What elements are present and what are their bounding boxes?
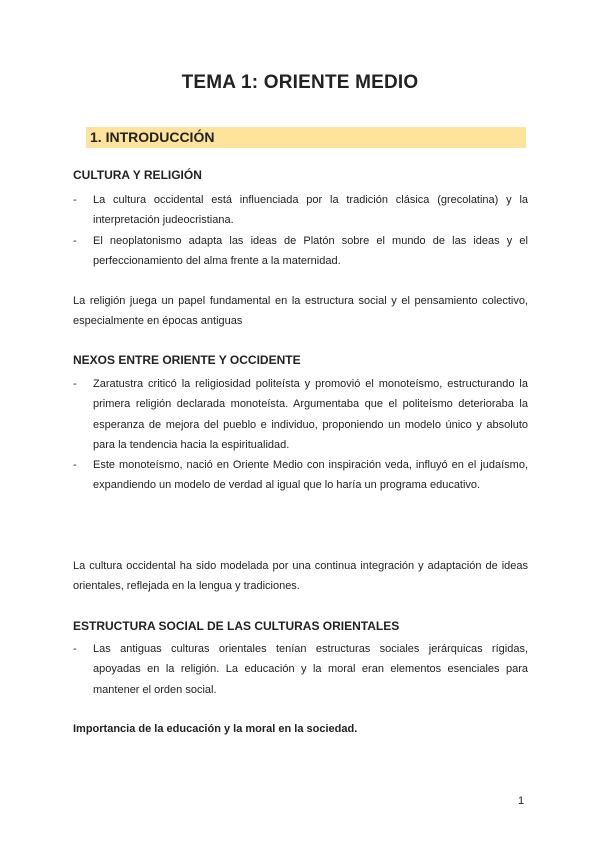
list-cultura-religion bbox=[73, 190, 528, 271]
list-item bbox=[73, 639, 528, 700]
list-item-text: Este monoteísmo, nació en Oriente Medio con inspiración veda, influyó en el judaísmo, expandiendo un modelo de verdad al igual que lo haría un programa educativo. bbox=[93, 459, 528, 492]
heading-nexos: NEXOS ENTRE ORIENTE Y OCCIDENTE bbox=[73, 353, 301, 367]
list-item bbox=[73, 455, 528, 496]
heading-estructura-social: ESTRUCTURA SOCIAL DE LAS CULTURAS ORIENTALES bbox=[73, 619, 400, 633]
list-item bbox=[73, 231, 528, 272]
list-item bbox=[73, 374, 528, 455]
bullet-dash: - bbox=[73, 643, 77, 655]
paragraph-cultura-occidental: La cultura occidental ha sido modelada por una continua integración y adaptación de ideas orientales, reflejada en la lengua y tradiciones. bbox=[73, 560, 528, 593]
section-heading-introduccion: 1. INTRODUCCIÓN bbox=[86, 127, 526, 148]
page-number: 1 bbox=[518, 795, 525, 807]
list-item-text: El neoplatonismo adapta las ideas de Platón sobre el mundo de las ideas y el perfeccionamiento del alma frente a la maternidad. bbox=[93, 234, 528, 267]
bullet-dash: - bbox=[73, 378, 77, 390]
bullet-dash: - bbox=[73, 459, 77, 472]
list-item-text: Las antiguas culturas orientales tenían estructuras sociales jerárquicas rígidas, apoyadas en la religión. La educación y la moral eran elementos esenciales para mantener el orden social. bbox=[93, 643, 528, 696]
bullet-dash: - bbox=[73, 234, 77, 247]
bullet-dash: - bbox=[73, 194, 77, 206]
list-estructura-social bbox=[73, 639, 528, 700]
document-title: TEMA 1: ORIENTE MEDIO bbox=[181, 72, 419, 93]
heading-cultura-religion: CULTURA Y RELIGIÓN bbox=[73, 168, 202, 182]
list-item-text: Zaratustra criticó la religiosidad politeísta y promovió el monoteísmo, estructurando la primera religión declarada monoteísta. Argumentaba que el politeísmo deterioraba la esperanza de mejora del pueblo e individuo, proponiendo un modelo único y absoluto para la tendencia hacia la espiritualidad. bbox=[93, 378, 528, 451]
closing-statement: Importancia de la educación y la moral en la sociedad. bbox=[73, 723, 358, 735]
paragraph-religion: La religión juega un papel fundamental en la estructura social y el pensamiento colectivo, especialmente en épocas antiguas bbox=[73, 295, 528, 328]
list-item bbox=[73, 190, 528, 231]
list-item-text: La cultura occidental está influenciada por la tradición clásica (grecolatina) y la interpretación judeocristiana. bbox=[93, 194, 528, 227]
list-nexos bbox=[73, 374, 528, 496]
